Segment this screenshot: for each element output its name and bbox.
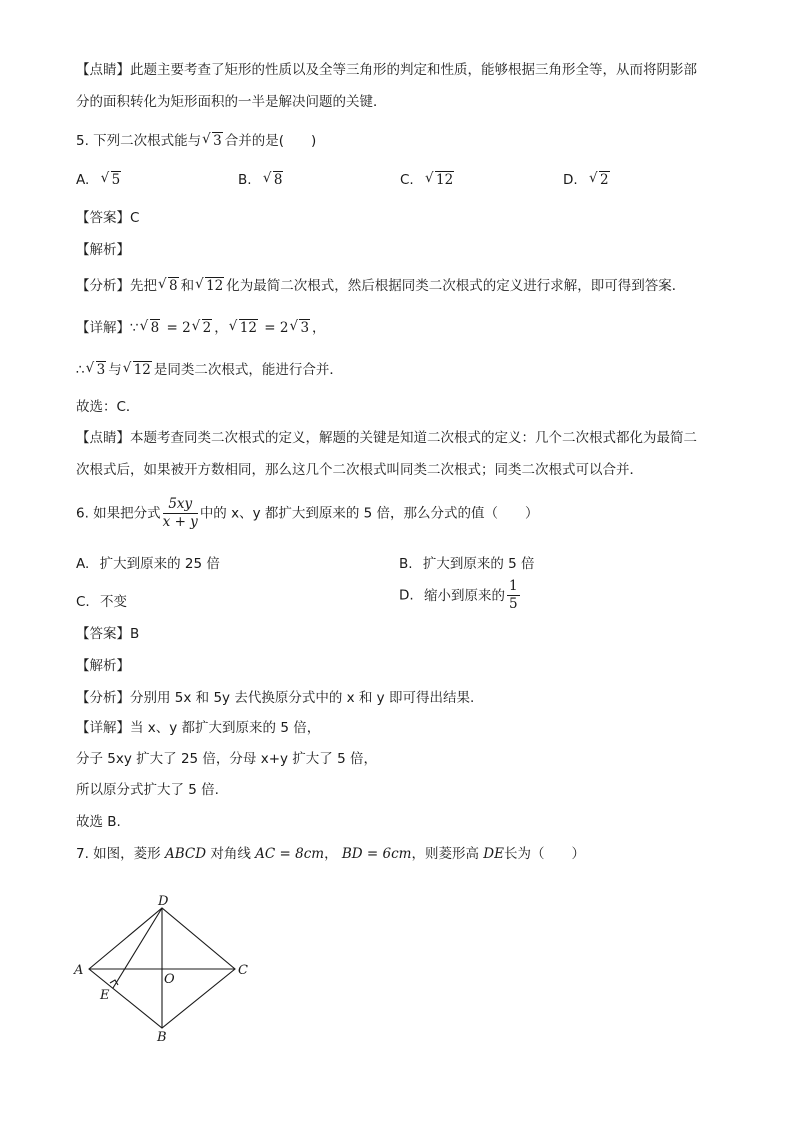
sqrt-symbol: √ 3 [203,131,223,151]
sqrt-symbol: √ 12 [426,172,454,188]
sqrt-symbol: √ 2 [193,318,213,338]
q5-dianjing-line2: 次根式后，如果被开方数相同，那么这几个二次根式叫同类二次根式；同类二次根式可以合并． [76,462,643,478]
q6-xiangjie: 【详解】当 x、y 都扩大到原来的 5 倍， [76,720,321,736]
label-d: D [158,895,169,909]
q6-option-c: C. 不变 [76,594,128,610]
q5-option-d: D. √ 2 [563,172,612,188]
sqrt-symbol: √ 12 [230,318,258,338]
label-c: C [238,963,248,978]
fraction: $\frac{1}{5}$ [508,578,518,612]
sqrt-symbol: √ 8 [159,276,179,296]
sqrt-symbol: √ 5 [102,172,122,188]
q5-therefore: ∴√ 3 与√ 12 是同类二次根式，能进行合并． [76,360,343,380]
q5-dianjing-line1: 【点睛】本题考查同类二次根式的定义，解题的关键是知道二次根式的定义：几个二次根式都化为最简二 [76,430,697,446]
sqrt-symbol: √ 3 [87,360,107,380]
q6-stem: 6. 如果把分式 $\frac{5xy}{x + y}$ 中的 x、y 都扩大到原来的 5 倍，那么分式的值（ ） [76,496,539,530]
q5-option-b: B. √ 8 [238,172,285,188]
q6-line3: 所以原分式扩大了 5 倍. [76,782,219,798]
q6-select: 故选 B. [76,814,121,830]
q6-option-a: A. 扩大到原来的 25 倍 [76,556,220,572]
dianjing-prev-line1: 【点睛】此题主要考查了矩形的性质以及全等三角形的判定和性质，能够根据三角形全等，从而将阴影部 [76,62,697,78]
dianjing-prev-line2: 分的面积转化为矩形面积的一半是解决问题的关键． [76,94,387,110]
q5-option-c: C. √ 12 [400,172,456,188]
sqrt-symbol: √ 8 [264,172,284,188]
sqrt-symbol: √ 12 [124,360,152,380]
q6-option-d: D. 缩小到原来的 $\frac{1}{5}$ [399,578,518,612]
sqrt-symbol: √ 3 [290,318,310,338]
q6-line2: 分子 5xy 扩大了 25 倍，分母 x+y 扩大了 5 倍， [76,751,377,767]
q6-fenxi: 【分析】分别用 5x 和 5y 去代换原分式中的 x 和 y 即可得出结果. [76,690,475,706]
q6-option-b: B. 扩大到原来的 5 倍 [399,556,535,572]
q5-fenxi: 【分析】先把√ 8 和√ 12 化为最简二次根式，然后根据同类二次根式的定义进行求解，即可得到答案． [76,276,685,296]
q5-jiexi: 【解析】 [76,242,130,258]
label-e: E [100,988,110,1003]
sqrt-symbol: √ 2 [590,172,610,188]
fraction: $\frac{5xy}{x + y}$ [162,496,198,530]
rhombus-figure [70,895,260,1045]
label-a: A [74,963,84,978]
q6-answer: 【答案】B [76,626,140,642]
q5-stem: 5. 下列二次根式能与√ 3 合并的是( ) [76,131,316,151]
q5-xiangjie: 【详解】∵√ 8 = 2√ 2 ，√ 12 = 2√ 3 ， [76,318,326,338]
q5-option-a: A. √ 5 [76,172,123,188]
q6-jiexi: 【解析】 [76,658,130,674]
dianjing-tag: 【点睛】 [76,62,130,78]
sqrt-symbol: √ 8 [141,318,161,338]
q5-select: 故选：C． [76,399,140,415]
label-o: O [164,972,175,987]
sqrt-symbol: √ 12 [196,276,224,296]
q7-stem: 7. 如图，菱形 ABCD 对角线 AC = 8cm， BD = 6cm，则菱形高 DE长为（ ） [76,846,585,862]
q5-answer: 【答案】C [76,210,140,226]
height-de [113,908,162,988]
label-b: B [157,1030,167,1045]
